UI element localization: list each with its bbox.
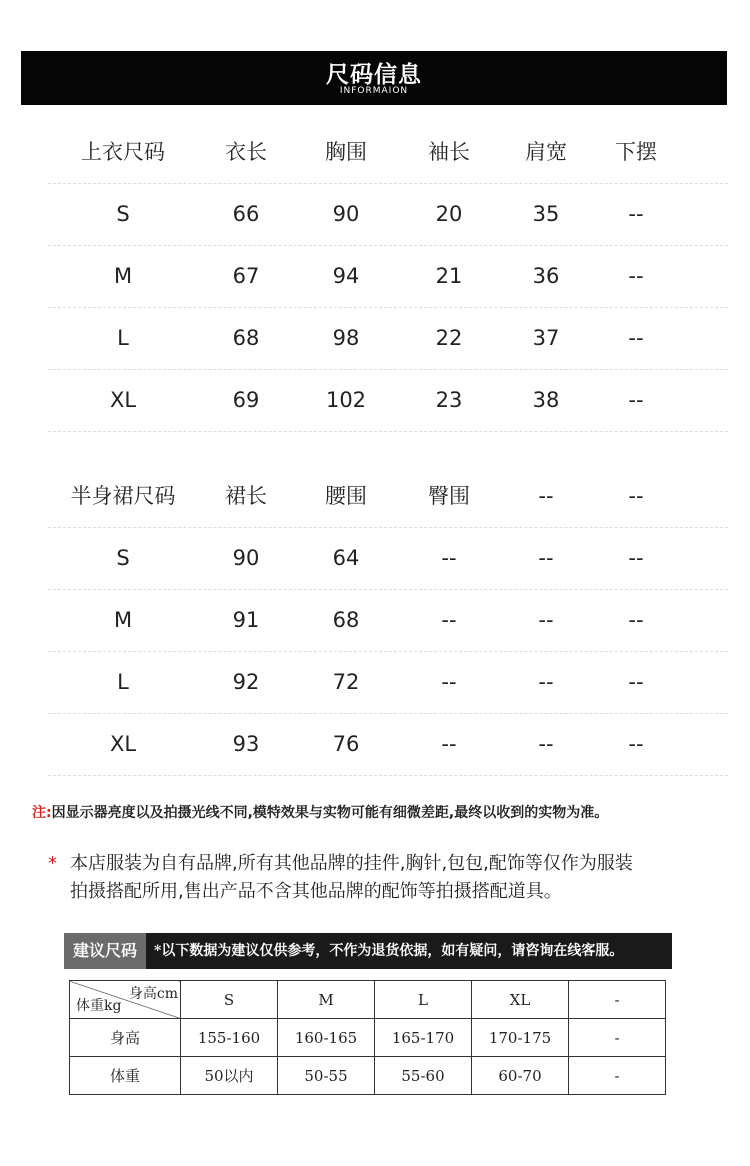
table-cell: -- xyxy=(538,670,554,694)
table-cell: 91 xyxy=(232,608,260,632)
table-cell: S xyxy=(116,546,130,570)
table-cell: -- xyxy=(628,202,644,226)
size-header: M xyxy=(278,981,375,1019)
table-cell: -- xyxy=(628,388,644,412)
table-cell: 170-175 xyxy=(472,1019,569,1057)
table-cell: M xyxy=(113,608,133,632)
table-cell: L xyxy=(117,670,129,694)
table-cell: XL xyxy=(109,388,137,412)
table-cell: 165-170 xyxy=(375,1019,472,1057)
table-row xyxy=(70,1057,666,1095)
table-cell: 68 xyxy=(232,326,260,350)
header-cell: 肩宽 xyxy=(525,140,567,164)
table-cell: -- xyxy=(538,608,554,632)
table-cell: 93 xyxy=(232,732,260,756)
table-cell: 22 xyxy=(435,326,463,350)
asterisk-icon: * xyxy=(48,853,57,874)
height-unit-label: 身高cm xyxy=(128,986,178,1002)
skirt-size-table xyxy=(48,466,728,776)
table-cell: XL xyxy=(109,732,137,756)
table-cell: -- xyxy=(628,264,644,288)
table-cell: 21 xyxy=(435,264,463,288)
note-prefix: 注: xyxy=(32,805,52,821)
table-row xyxy=(48,308,728,370)
table-cell: - xyxy=(569,1057,666,1095)
banner-subtitle: INFORMAION xyxy=(339,86,409,96)
table-cell: 60-70 xyxy=(472,1057,569,1095)
advice-banner xyxy=(64,933,672,969)
corner-cell xyxy=(70,981,181,1019)
table-cell: 67 xyxy=(232,264,260,288)
note-text: 因显示器亮度以及拍摄光线不同,模特效果与实物可能有细微差距,最终以收到的实物为准。 xyxy=(51,805,609,821)
header-cell: 袖长 xyxy=(428,140,470,164)
header-cell: 半身裙尺码 xyxy=(70,484,176,508)
table-cell: -- xyxy=(628,546,644,570)
weight-unit-label: 体重kg xyxy=(76,998,122,1014)
table-cell: 20 xyxy=(435,202,463,226)
table-row xyxy=(48,184,728,246)
table-cell: 72 xyxy=(332,670,360,694)
table-row xyxy=(48,370,728,432)
skirt-table-header xyxy=(48,466,728,528)
table-cell: 90 xyxy=(332,202,360,226)
table-cell: 69 xyxy=(232,388,260,412)
table-cell: -- xyxy=(441,608,457,632)
header-cell: 胸围 xyxy=(325,140,367,164)
header-cell: 裙长 xyxy=(225,484,267,508)
table-cell: -- xyxy=(441,546,457,570)
table-row xyxy=(70,1019,666,1057)
brand-disclaimer xyxy=(48,850,728,906)
header-cell: -- xyxy=(628,484,644,508)
table-cell: 68 xyxy=(332,608,360,632)
table-cell: 94 xyxy=(332,264,360,288)
table-row xyxy=(48,652,728,714)
table-cell: L xyxy=(117,326,129,350)
table-cell: -- xyxy=(538,546,554,570)
table-cell: -- xyxy=(628,608,644,632)
table-cell: -- xyxy=(628,732,644,756)
header-cell: 腰围 xyxy=(325,484,367,508)
table-cell: S xyxy=(116,202,130,226)
size-header: L xyxy=(375,981,472,1019)
table-row xyxy=(48,714,728,776)
table-cell: -- xyxy=(628,670,644,694)
header-cell: 上衣尺码 xyxy=(81,140,165,164)
header-cell: -- xyxy=(538,484,554,508)
advice-label: 建议尺码 xyxy=(64,933,146,969)
table-row xyxy=(48,246,728,308)
table-cell: 98 xyxy=(332,326,360,350)
table-row xyxy=(70,981,666,1019)
banner-title: 尺码信息 xyxy=(326,62,422,88)
header-cell: 臀围 xyxy=(428,484,470,508)
display-disclaimer xyxy=(32,802,608,822)
brand-disclaimer-line-1 xyxy=(48,850,728,878)
table-cell: -- xyxy=(441,670,457,694)
table-cell: 35 xyxy=(532,202,560,226)
size-header: - xyxy=(569,981,666,1019)
table-cell: 155-160 xyxy=(181,1019,278,1057)
advice-text: *以下数据为建议仅供参考，不作为退货依据，如有疑问，请咨询在线客服。 xyxy=(154,943,624,959)
table-row xyxy=(48,590,728,652)
row-label: 体重 xyxy=(70,1057,181,1095)
table-cell: 36 xyxy=(532,264,560,288)
table-cell: 92 xyxy=(232,670,260,694)
size-info-banner xyxy=(21,51,727,105)
table-cell: 38 xyxy=(532,388,560,412)
table-row xyxy=(48,528,728,590)
table-cell: 50以内 xyxy=(181,1057,278,1095)
header-cell: 衣长 xyxy=(225,140,267,164)
table-cell: -- xyxy=(441,732,457,756)
recommended-size-table xyxy=(69,980,666,1095)
table-cell: - xyxy=(569,1019,666,1057)
table-cell: -- xyxy=(628,326,644,350)
table-cell: 23 xyxy=(435,388,463,412)
table-cell: 160-165 xyxy=(278,1019,375,1057)
table-cell: 55-60 xyxy=(375,1057,472,1095)
top-size-table xyxy=(48,122,728,432)
table-cell: 37 xyxy=(532,326,560,350)
table-cell: 50-55 xyxy=(278,1057,375,1095)
table-cell: 66 xyxy=(232,202,260,226)
brand-disclaimer-line-2: 拍摄搭配所用,售出产品不含其他品牌的配饰等拍摄搭配道具。 xyxy=(70,881,562,902)
table-cell: 64 xyxy=(332,546,360,570)
note-line: 本店服装为自有品牌,所有其他品牌的挂件,胸针,包包,配饰等仅作为服装 xyxy=(70,853,633,874)
size-header: S xyxy=(181,981,278,1019)
table-cell: 102 xyxy=(325,388,367,412)
table-cell: 76 xyxy=(332,732,360,756)
row-label: 身高 xyxy=(70,1019,181,1057)
table-cell: -- xyxy=(538,732,554,756)
size-header: XL xyxy=(472,981,569,1019)
top-table-header xyxy=(48,122,728,184)
table-cell: M xyxy=(113,264,133,288)
header-cell: 下摆 xyxy=(615,140,657,164)
table-cell: 90 xyxy=(232,546,260,570)
